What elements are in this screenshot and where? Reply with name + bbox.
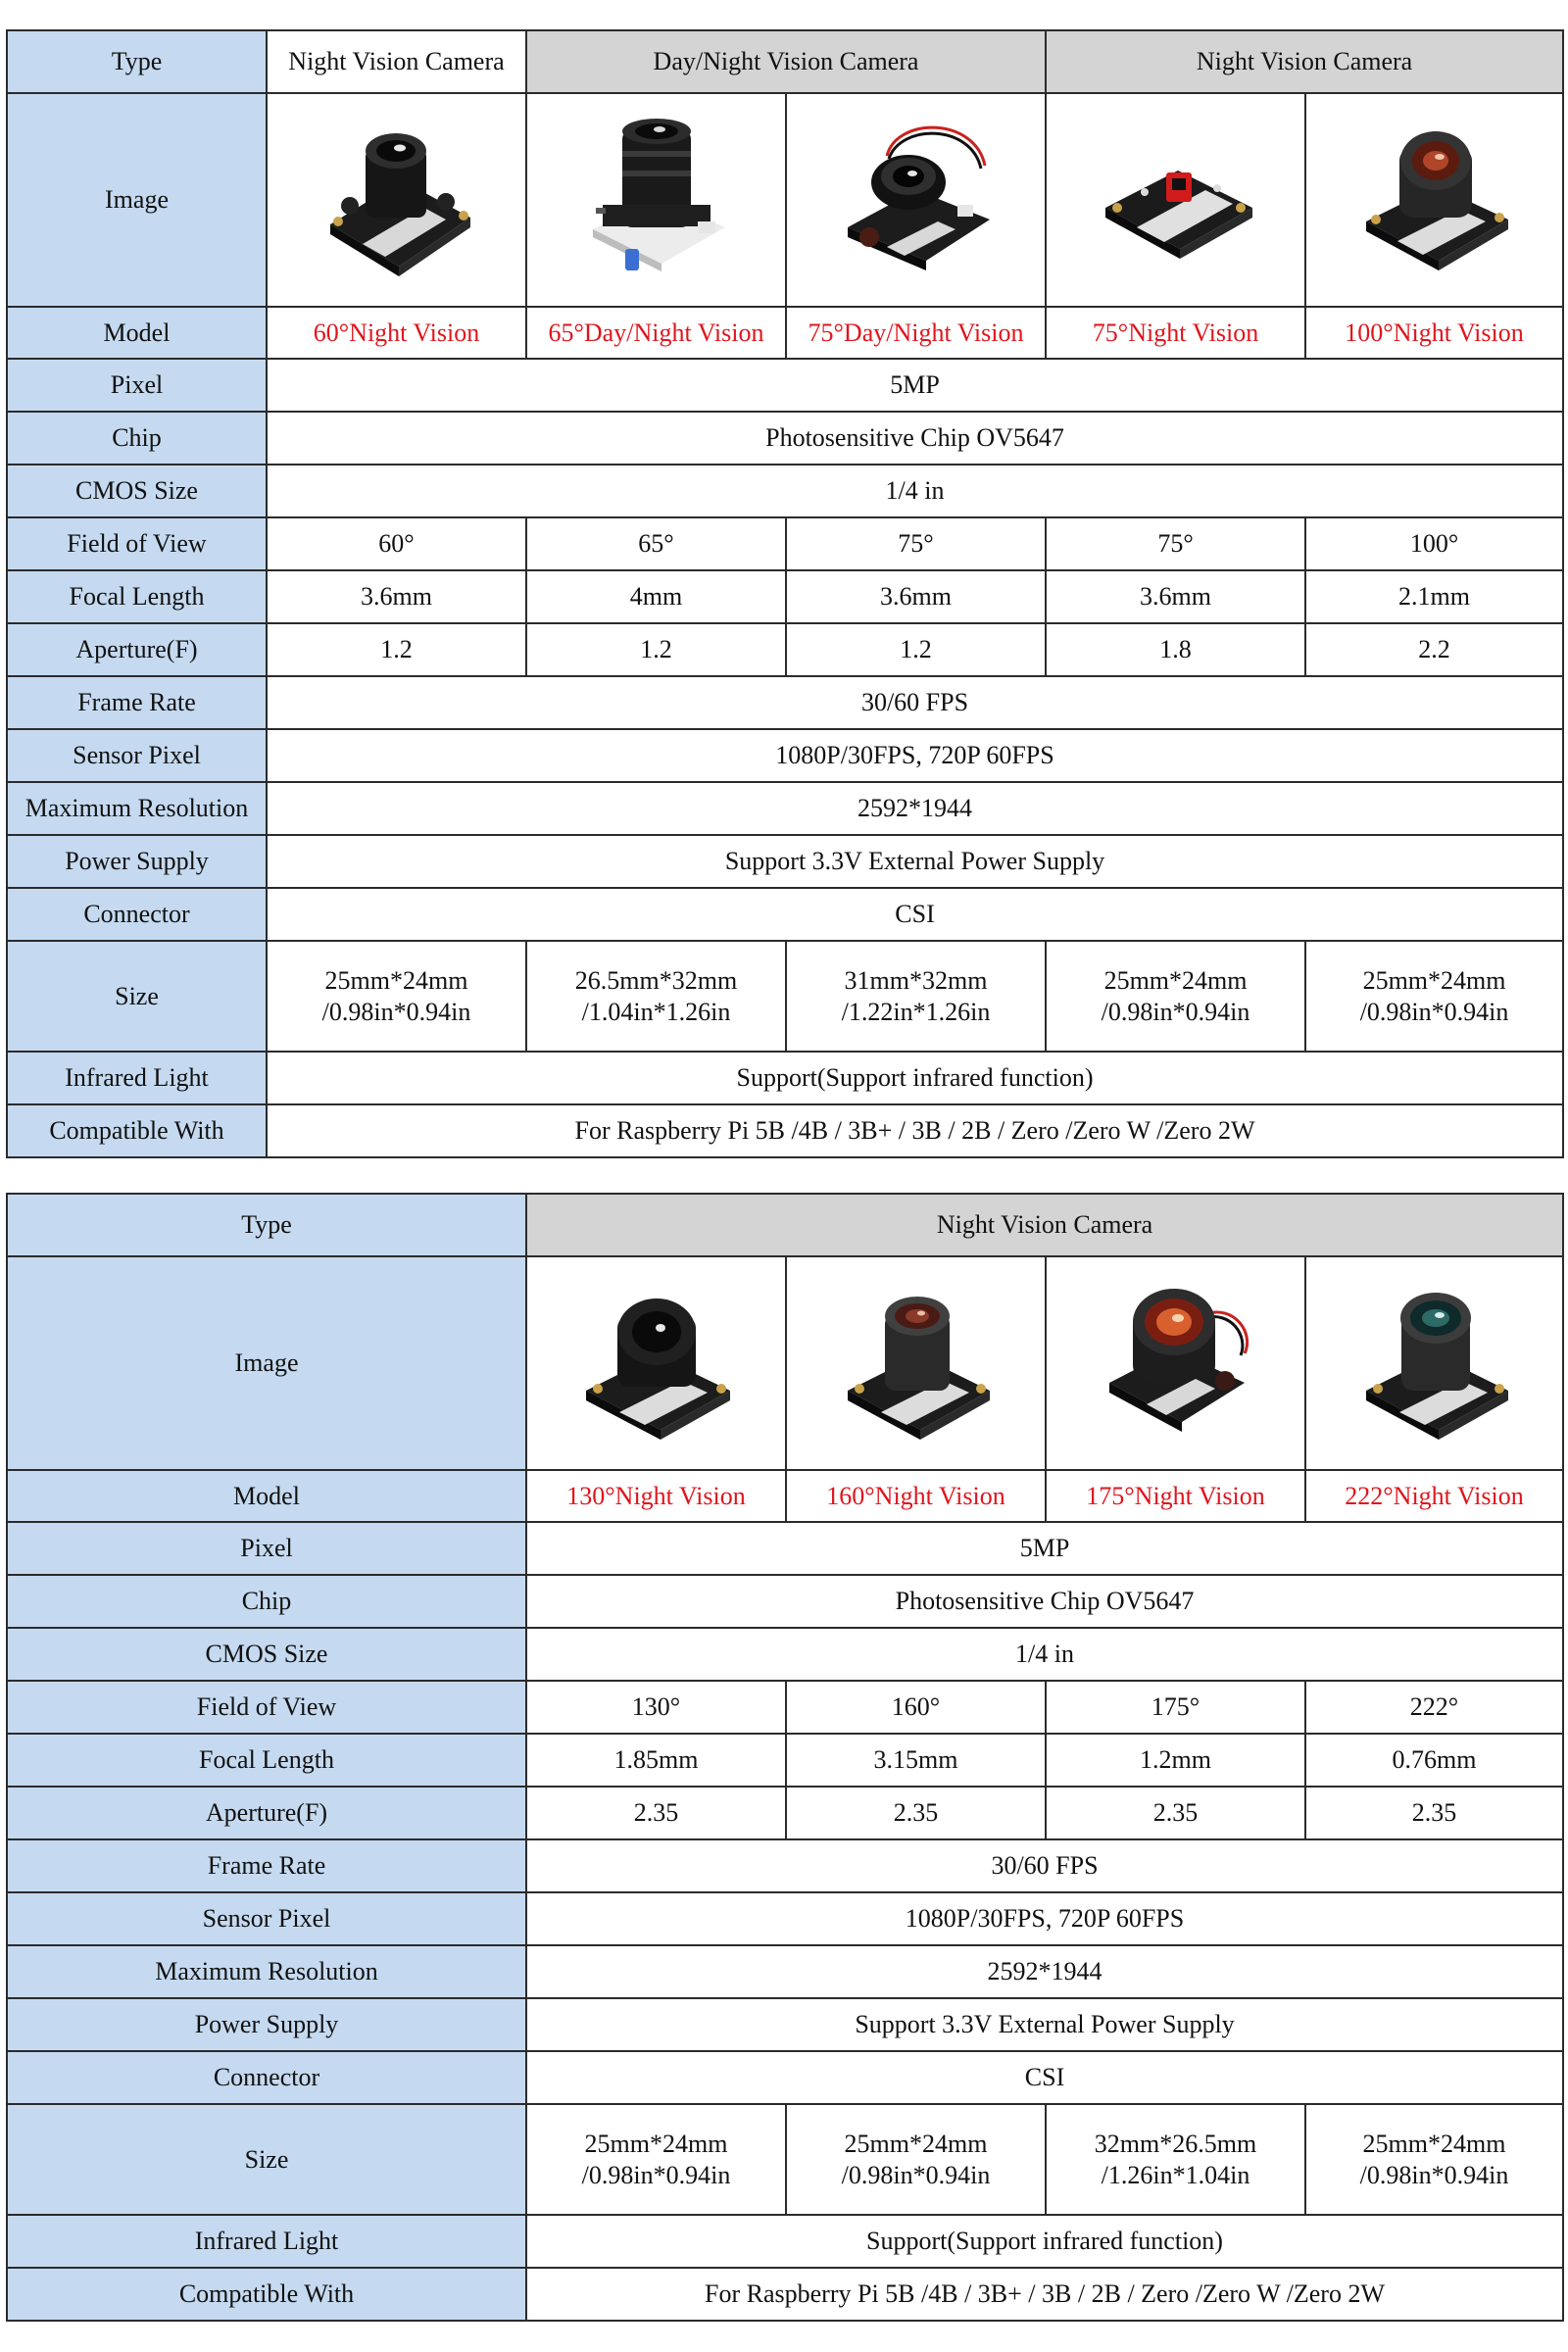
focal-value: 0.76mm <box>1305 1734 1563 1787</box>
model-name: 130°Night Vision <box>526 1470 786 1522</box>
focal-value: 3.15mm <box>786 1734 1046 1787</box>
fov-value: 222° <box>1305 1681 1563 1734</box>
fov-label: Field of View <box>7 517 267 570</box>
compatible-value: For Raspberry Pi 5B /4B / 3B+ / 3B / 2B / Zero /Zero W /Zero 2W <box>267 1104 1563 1157</box>
size-metric: 26.5mm*32mm <box>574 965 738 995</box>
frame-rate-label: Frame Rate <box>7 1839 526 1892</box>
size-metric: 25mm*24mm <box>1103 965 1248 995</box>
sensor-pixel-label: Sensor Pixel <box>7 1892 526 1945</box>
frame-rate-row <box>7 676 1563 729</box>
power-supply-label: Power Supply <box>7 835 267 888</box>
max-resolution-row <box>7 1945 1563 1998</box>
sensor-pixel-value: 1080P/30FPS, 720P 60FPS <box>526 1892 1563 1945</box>
size-imperial: /1.22in*1.26in <box>841 997 991 1026</box>
frame-rate-label: Frame Rate <box>7 676 267 729</box>
size-value <box>1046 2104 1305 2215</box>
focal-label: Focal Length <box>7 570 267 623</box>
cmos-row <box>7 1628 1563 1681</box>
infrared-row <box>7 2215 1563 2268</box>
size-imperial: /1.04in*1.26in <box>581 997 731 1026</box>
product-image-cell <box>786 1256 1046 1470</box>
cmos-label: CMOS Size <box>7 465 267 517</box>
size-imperial: /0.98in*0.94in <box>1101 997 1250 1026</box>
size-value <box>786 2104 1046 2215</box>
connector-label: Connector <box>7 888 267 941</box>
size-value <box>786 941 1046 1052</box>
product-image-cell <box>1046 93 1305 307</box>
type-label: Type <box>7 30 267 93</box>
sensor-pixel-value: 1080P/30FPS, 720P 60FPS <box>267 729 1563 782</box>
type-group-night: Night Vision Camera <box>526 1194 1563 1256</box>
focal-label: Focal Length <box>7 1734 526 1787</box>
model-name: 222°Night Vision <box>1305 1470 1563 1522</box>
cmos-value: 1/4 in <box>526 1628 1563 1681</box>
size-imperial: /0.98in*0.94in <box>581 2160 731 2189</box>
type-label: Type <box>7 1194 526 1256</box>
sensor-pixel-row <box>7 729 1563 782</box>
size-label: Size <box>7 941 267 1052</box>
image-row <box>7 93 1563 307</box>
max-resolution-value: 2592*1944 <box>267 782 1563 835</box>
model-name: 175°Night Vision <box>1046 1470 1305 1522</box>
compatible-value: For Raspberry Pi 5B /4B / 3B+ / 3B / 2B / Zero /Zero W /Zero 2W <box>526 2268 1563 2321</box>
size-metric: 25mm*24mm <box>844 2129 988 2158</box>
focal-value: 2.1mm <box>1305 570 1563 623</box>
model-name: 60°Night Vision <box>267 307 526 359</box>
frame-rate-value: 30/60 FPS <box>267 676 1563 729</box>
aperture-label: Aperture(F) <box>7 1787 526 1839</box>
size-row <box>7 941 1563 1052</box>
camera-module-222-icon <box>1347 1275 1523 1451</box>
power-supply-value: Support 3.3V External Power Supply <box>267 835 1563 888</box>
compatible-label: Compatible With <box>7 1104 267 1157</box>
camera-module-175-icon <box>1088 1275 1264 1451</box>
size-row <box>7 2104 1563 2215</box>
focal-value: 1.2mm <box>1046 1734 1305 1787</box>
model-name: 100°Night Vision <box>1305 307 1563 359</box>
infrared-value: Support(Support infrared function) <box>267 1052 1563 1104</box>
power-supply-row <box>7 1998 1563 2051</box>
max-resolution-label: Maximum Resolution <box>7 782 267 835</box>
aperture-row <box>7 623 1563 676</box>
camera-module-160-icon <box>828 1275 1004 1451</box>
aperture-value: 2.35 <box>1305 1787 1563 1839</box>
size-metric: 25mm*24mm <box>584 2129 728 2158</box>
type-row <box>7 30 1563 93</box>
size-imperial: /0.98in*0.94in <box>1359 997 1509 1026</box>
size-metric: 31mm*32mm <box>844 965 988 995</box>
type-group-night-2: Night Vision Camera <box>1046 30 1563 93</box>
aperture-value: 1.2 <box>526 623 786 676</box>
focal-row <box>7 570 1563 623</box>
product-image-cell <box>526 1256 786 1470</box>
chip-label: Chip <box>7 1575 526 1628</box>
connector-label: Connector <box>7 2051 526 2104</box>
image-row <box>7 1256 1563 1470</box>
aperture-value: 1.2 <box>267 623 526 676</box>
connector-value: CSI <box>267 888 1563 941</box>
image-label: Image <box>7 93 267 307</box>
pixel-label: Pixel <box>7 359 267 412</box>
aperture-value: 1.2 <box>786 623 1046 676</box>
model-label: Model <box>7 307 267 359</box>
type-row <box>7 1194 1563 1256</box>
pixel-value: 5MP <box>526 1522 1563 1575</box>
size-value <box>267 941 526 1052</box>
size-metric: 25mm*24mm <box>1362 965 1506 995</box>
model-label: Model <box>7 1470 526 1522</box>
chip-row <box>7 412 1563 465</box>
chip-row <box>7 1575 1563 1628</box>
chip-value: Photosensitive Chip OV5647 <box>267 412 1563 465</box>
product-image-cell <box>1305 1256 1563 1470</box>
connector-value: CSI <box>526 2051 1563 2104</box>
fov-value: 160° <box>786 1681 1046 1734</box>
cmos-label: CMOS Size <box>7 1628 526 1681</box>
spec-table-1 <box>6 29 1564 1158</box>
sensor-pixel-row <box>7 1892 1563 1945</box>
camera-module-60-icon <box>309 112 485 288</box>
fov-value: 130° <box>526 1681 786 1734</box>
focal-value: 1.85mm <box>526 1734 786 1787</box>
type-group-night: Night Vision Camera <box>267 30 526 93</box>
focal-value: 4mm <box>526 570 786 623</box>
chip-label: Chip <box>7 412 267 465</box>
focal-row <box>7 1734 1563 1787</box>
power-supply-label: Power Supply <box>7 1998 526 2051</box>
pixel-row <box>7 1522 1563 1575</box>
product-image-cell <box>1046 1256 1305 1470</box>
max-resolution-row <box>7 782 1563 835</box>
product-image-cell <box>526 93 786 307</box>
camera-module-75-daynight-icon <box>828 112 1004 288</box>
compatible-label: Compatible With <box>7 2268 526 2321</box>
pixel-label: Pixel <box>7 1522 526 1575</box>
size-metric: 32mm*26.5mm <box>1094 2129 1257 2158</box>
aperture-value: 1.8 <box>1046 623 1305 676</box>
pixel-value: 5MP <box>267 359 1563 412</box>
fov-label: Field of View <box>7 1681 526 1734</box>
aperture-value: 2.2 <box>1305 623 1563 676</box>
focal-value: 3.6mm <box>267 570 526 623</box>
model-name: 160°Night Vision <box>786 1470 1046 1522</box>
fov-row <box>7 1681 1563 1734</box>
camera-module-100-icon <box>1347 112 1523 288</box>
fov-value: 75° <box>786 517 1046 570</box>
size-label: Size <box>7 2104 526 2215</box>
fov-row <box>7 517 1563 570</box>
type-group-daynight: Day/Night Vision Camera <box>526 30 1046 93</box>
pixel-row <box>7 359 1563 412</box>
aperture-row <box>7 1787 1563 1839</box>
size-value <box>1046 941 1305 1052</box>
camera-module-75-icon <box>1088 112 1264 288</box>
size-value <box>1305 941 1563 1052</box>
chip-value: Photosensitive Chip OV5647 <box>526 1575 1563 1628</box>
size-metric: 25mm*24mm <box>324 965 468 995</box>
infrared-label: Infrared Light <box>7 2215 526 2268</box>
product-image-cell <box>267 93 526 307</box>
fov-value: 175° <box>1046 1681 1305 1734</box>
focal-value: 3.6mm <box>786 570 1046 623</box>
sensor-pixel-label: Sensor Pixel <box>7 729 267 782</box>
size-value <box>526 941 786 1052</box>
power-supply-value: Support 3.3V External Power Supply <box>526 1998 1563 2051</box>
power-supply-row <box>7 835 1563 888</box>
frame-rate-row <box>7 1839 1563 1892</box>
compatible-row <box>7 1104 1563 1157</box>
size-value <box>1305 2104 1563 2215</box>
spec-table-2 <box>6 1193 1564 2322</box>
fov-value: 65° <box>526 517 786 570</box>
frame-rate-value: 30/60 FPS <box>526 1839 1563 1892</box>
max-resolution-label: Maximum Resolution <box>7 1945 526 1998</box>
fov-value: 100° <box>1305 517 1563 570</box>
size-imperial: /1.26in*1.04in <box>1101 2160 1250 2189</box>
focal-value: 3.6mm <box>1046 570 1305 623</box>
aperture-label: Aperture(F) <box>7 623 267 676</box>
fov-value: 60° <box>267 517 526 570</box>
compatible-row <box>7 2268 1563 2321</box>
camera-module-65-icon <box>568 112 745 288</box>
aperture-value: 2.35 <box>1046 1787 1305 1839</box>
connector-row <box>7 888 1563 941</box>
aperture-value: 2.35 <box>526 1787 786 1839</box>
size-imperial: /0.98in*0.94in <box>841 2160 991 2189</box>
aperture-value: 2.35 <box>786 1787 1046 1839</box>
connector-row <box>7 2051 1563 2104</box>
size-value <box>526 2104 786 2215</box>
max-resolution-value: 2592*1944 <box>526 1945 1563 1998</box>
image-label: Image <box>7 1256 526 1470</box>
cmos-value: 1/4 in <box>267 465 1563 517</box>
product-image-cell <box>786 93 1046 307</box>
cmos-row <box>7 465 1563 517</box>
infrared-row <box>7 1052 1563 1104</box>
model-row <box>7 307 1563 359</box>
model-name: 75°Night Vision <box>1046 307 1305 359</box>
size-imperial: /0.98in*0.94in <box>321 997 471 1026</box>
model-name: 65°Day/Night Vision <box>526 307 786 359</box>
fov-value: 75° <box>1046 517 1305 570</box>
model-name: 75°Day/Night Vision <box>786 307 1046 359</box>
model-row <box>7 1470 1563 1522</box>
size-metric: 25mm*24mm <box>1362 2129 1506 2158</box>
product-image-cell <box>1305 93 1563 307</box>
infrared-value: Support(Support infrared function) <box>526 2215 1563 2268</box>
camera-module-130-icon <box>568 1275 745 1451</box>
size-imperial: /0.98in*0.94in <box>1359 2160 1509 2189</box>
infrared-label: Infrared Light <box>7 1052 267 1104</box>
